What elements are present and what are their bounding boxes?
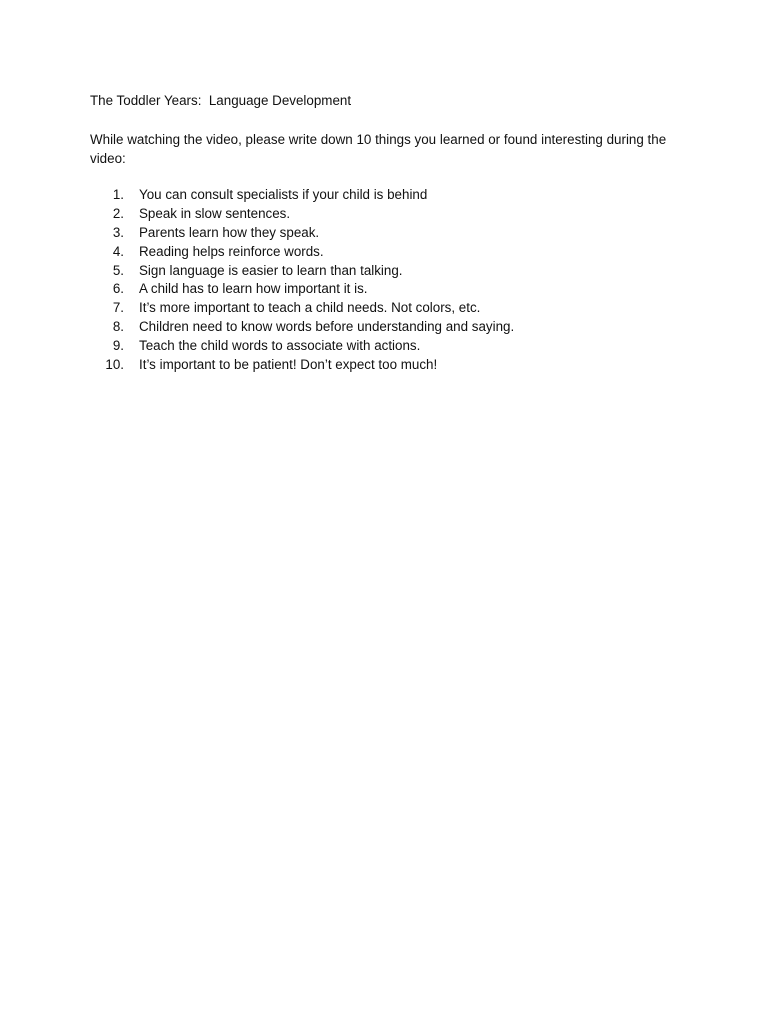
answer-list [90,186,690,375]
list-item [90,224,690,243]
list-item-text: Parents learn how they speak. [139,224,320,240]
list-item-text: You can consult specialists if your child is behind [139,187,428,202]
list-item-text: A child has to learn how important it is. [139,281,368,297]
list-item-number: 2. [112,205,124,221]
list-item-number: 6. [112,281,124,297]
list-item-number: 1. [112,187,124,202]
instructions-text: While watching the video, please write down 10 things you learned or found interesting during the video: [90,132,667,166]
list-item [90,318,690,337]
list-item-text: It’s more important to teach a child needs. Not colors, etc. [139,300,481,316]
list-item [90,356,690,375]
list-item-number: 5. [112,262,124,278]
list-item [90,205,690,224]
list-item [90,280,690,299]
list-item-number: 3. [112,224,124,240]
list-item-text: Children need to know words before understanding and saying. [139,319,515,335]
list-item-number: 9. [112,338,124,354]
list-item-number: 8. [112,319,124,335]
list-item-number: 10. [105,357,124,373]
list-item-text: Teach the child words to associate with actions. [139,338,421,354]
list-item-number: 4. [112,243,124,259]
list-item-text: Speak in slow sentences. [139,205,291,221]
list-item [90,337,690,356]
list-item-text: It’s important to be patient! Don’t expect too much! [139,357,438,373]
list-item-text: Reading helps reinforce words. [139,243,324,259]
list-item-number: 7. [112,300,124,316]
list-item [90,186,690,205]
document-title: The Toddler Years: Language Development [90,93,352,108]
list-item [90,299,690,318]
list-item [90,262,690,281]
list-item-text: Sign language is easier to learn than talking. [139,262,403,278]
list-item [90,243,690,262]
